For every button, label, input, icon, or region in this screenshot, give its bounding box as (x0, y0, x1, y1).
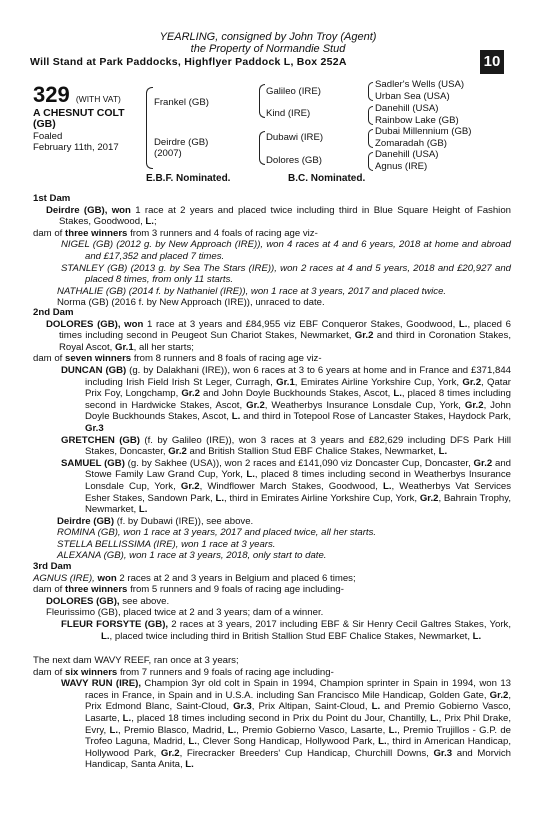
pedigree-brace-sire (259, 84, 265, 118)
produce-entry: Fleurissimo (GB), placed twice at 2 and 3 years; dam of a winner. (46, 607, 324, 619)
produce-entry: Deirdre (GB) (f. by Dubawi (IRE)), see above. (57, 515, 254, 527)
produce-entry: SAMUEL (GB) (g. by Sakhee (USA)), won 2 races and £141,090 viz Doncaster Cup, Doncaster, Gr.2 and Stowe Family Law Grand Cup, York, L., placed 8 times including second in Weatherbys Insurance Lonsdale Cup, York, Gr.2, Windflower March Stakes, Goodwood, L., Weatherbys Vat Services Esher Stakes, Sandown Park, L., third in Emirates Airline Yorkshire Cup, York, Gr.2, Bahrain Trophy, Newmarket, L. (61, 457, 512, 516)
lot-description: A CHESNUT COLT (33, 107, 125, 119)
pedigree-sire: Frankel (GB) (154, 97, 209, 108)
produce-entry: NIGEL (GB) (2012 g. by New Approach (IRE)), won 4 races at 4 and 6 years, 2018 at home and abroad and £17,352 and placed 7 times. (61, 239, 511, 262)
pedigree-gg4: Rainbow Lake (GB) (375, 115, 459, 126)
pedigree-dam: Deirdre (GB) (154, 137, 209, 148)
dam-of-line: dam of three winners from 3 runners and 4 foals of racing age viz- (33, 227, 318, 239)
dam-of-line: dam of three winners from 5 runners and 9 foals of racing age including- (33, 584, 344, 596)
pedigree-gg5: Dubai Millennium (GB) (375, 126, 472, 137)
second-dam-section (33, 307, 511, 562)
pedigree-brace-g2 (368, 106, 373, 125)
lot-description-country: (GB) (33, 118, 56, 130)
pedigree-gg1: Sadler's Wells (USA) (375, 79, 465, 90)
dam-of-line: dam of six winners from 7 runners and 9 foals of racing age including- (33, 666, 334, 678)
lot-number: 329 (WITH VAT) (33, 82, 121, 107)
pedigree-dam-dam: Dolores (GB) (266, 155, 322, 166)
pedigree-brace-g3 (368, 129, 373, 148)
produce-entry: ROMINA (GB), won 1 race at 3 years, 2017 and placed twice, all her starts. (57, 527, 377, 539)
pedigree-brace-dam (259, 131, 265, 165)
pedigree-dam-year: (2007) (154, 148, 182, 159)
pedigree-brace-main (146, 87, 153, 169)
produce-entry: Norma (GB) (2016 f. by New Approach (IRE)), unraced to date. (57, 297, 325, 309)
produce-entry: WAVY RUN (IRE), Champion 3yr old colt in Spain in 1994, Champion sprinter in Spain in 1994, won 13 races in France, in Spain and in U.S.A. including San Francisco Mile Handicap, Golden Gate, Gr.2, Prix Edmond Blanc, Saint-Cloud, Gr.3, Prix Altipan, Saint-Cloud, L. and Premio Gobierno Vasco, Lasarte, L., placed 18 times including second in Prix du Point du Jour, Chantilly, L., Prix Phil Drake, Evry, L., Premio Blasco, Madrid, L., Premio Gobierno Vasco, Lasarte, L., Premio Trujillos - G.P. de Trofeo Laguna, Madrid, L., Clever Song Handicap, Hollywood Park, L., third in American Handicap, Hollywood Park, Gr.2, Firecracker Breeders' Cup Handicap, Churchill Downs, Gr.3 and Morvich Handicap, Santa Anita, L. (61, 678, 512, 771)
section-heading: 3rd Dam (33, 561, 72, 572)
first-dam-section (33, 193, 511, 309)
foaled-date: February 11th, 2017 (33, 142, 119, 153)
pedigree-brace-g1 (368, 82, 373, 101)
property-line: the Property of Normandie Stud (190, 43, 346, 55)
produce-entry: STANLEY (GB) (2013 g. by Sea The Stars (IRE)), won 2 races at 4 and 5 years, 2018 and £20,927 and placed 8 times, from only 11 starts. (61, 262, 511, 286)
pedigree-gg7: Danehill (USA) (375, 149, 439, 160)
pedigree-gg2: Urban Sea (USA) (375, 91, 450, 102)
produce-entry: ALEXANA (GB), won 1 race at 3 years, 2018, only start to date. (57, 550, 327, 562)
dam-paragraph: DOLORES (GB), won 1 race at 3 years and £84,955 viz EBF Conqueror Stakes, Goodwood, L., placed 6 times including second in Peugeot Sun Chariot Stakes, Newmarket, Gr.2 and third in Coronation Stakes, Royal Ascot, Gr.1, all her starts; (46, 318, 511, 353)
dam-paragraph: Deirdre (GB), won 1 race at 2 years and placed twice including third in Blue Square Height of Fashion Stakes, Goodwood, L.; (46, 204, 511, 228)
bc-nomination: B.C. Nominated. (288, 173, 366, 184)
ebf-nomination: E.B.F. Nominated. (146, 173, 231, 184)
day-badge: 10 (480, 50, 504, 74)
next-dam-section (33, 655, 511, 771)
pedigree-gg8: Agnus (IRE) (375, 161, 428, 172)
dam-of-line: dam of seven winners from 8 runners and 8 foals of racing age viz- (33, 353, 322, 365)
pedigree-sire-sire: Galileo (IRE) (266, 86, 321, 97)
pedigree-gg3: Danehill (USA) (375, 103, 439, 114)
foaled-label: Foaled (33, 131, 63, 142)
produce-entry: NATHALIE (GB) (2014 f. by Nathaniel (IRE)), won 1 race at 3 years, 2017 and placed twice. (57, 285, 447, 297)
third-dam-section (33, 561, 511, 642)
dam-paragraph: AGNUS (IRE), won 2 races at 2 and 3 years in Belgium and placed 6 times; (33, 572, 356, 584)
pedigree-dam-sire: Dubawi (IRE) (266, 132, 324, 143)
location-line: Will Stand at Park Paddocks, Highflyer Paddock L, Box 252A (30, 56, 347, 68)
produce-entry: DOLORES (GB), see above. (46, 595, 170, 607)
pedigree-gg6: Zomaradah (GB) (375, 138, 447, 149)
next-dam-line: The next dam WAVY REEF, ran once at 3 years; (33, 655, 239, 666)
produce-entry: STELLA BELLISSIMA (IRE), won 1 race at 3 years. (57, 538, 276, 550)
pedigree-brace-g4 (368, 152, 373, 171)
produce-entry: DUNCAN (GB) (g. by Dalakhani (IRE)), won 6 races at 3 to 6 years at home and in France and £371,844 including Irish Field Irish St Leger, Curragh, Gr.1, Emirates Airline Yorkshire Cup, York, Gr.2, Qatar Prix Foy, Longchamp, Gr.2 and John Doyle Buckhounds Stakes, Ascot, L., placed 8 times including second in Hardwicke Stakes, Ascot, Gr.2, Weatherbys Insurance Lonsdale Cup, York, Gr.2, John Doyle Buckhounds Stakes, Ascot, L. and third in Totepool Rose of Lancaster Stakes, Haydock Park, Gr.3 (61, 364, 512, 434)
pedigree-sire-dam: Kind (IRE) (266, 108, 311, 119)
produce-entry: GRETCHEN (GB) (f. by Galileo (IRE)), won 3 races at 3 years and £82,629 including DFS Park Hill Stakes, Doncaster, Gr.2 and British Stallion Stud EBF Chalice Stakes, Newmarket, L. (61, 434, 511, 458)
consignor-line: YEARLING, consigned by John Troy (Agent) (159, 31, 377, 43)
section-heading: 1st Dam (33, 193, 71, 204)
section-heading: 2nd Dam (33, 307, 74, 318)
produce-entry: FLEUR FORSYTE (GB), 2 races at 3 years, 2017 including EBF & Sir Henry Cecil Galtres Stakes, York, L., placed twice including third in British Stallion Stud EBF Chalice Stakes, Newmarket, L. (61, 618, 511, 642)
